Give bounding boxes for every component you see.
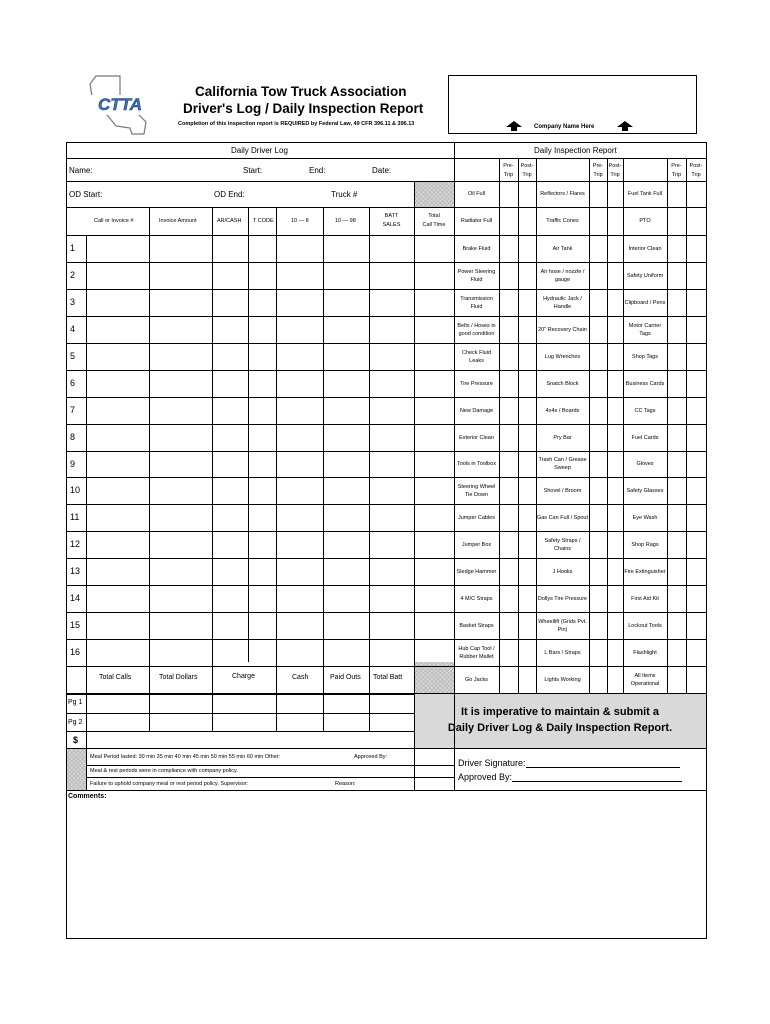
total-batt-label: Total Batt <box>373 674 403 681</box>
pg2-label: Pg 2 <box>68 719 83 726</box>
inspection-item: Air hose / nozzle / gauge <box>540 268 585 283</box>
inspection-item: Trash Can / Grease Sweep <box>538 457 587 471</box>
inspection-item: Snatch Block <box>546 380 579 387</box>
inspection-item: Go Jacks <box>465 676 488 683</box>
inspection-item: Shovel / Broom <box>543 487 582 494</box>
od-start-label: OD Start: <box>69 190 103 199</box>
inspection-item: Clipboard / Pens <box>624 299 666 306</box>
inspection-item: Reflectors / Flares <box>540 191 585 197</box>
company-name-label: Company Name Here <box>534 124 595 130</box>
inspection-item: Safety Uniform <box>626 272 664 279</box>
inspection-item: Business Cards <box>625 380 665 387</box>
row-number: 9 <box>70 459 76 469</box>
driver-signature-field[interactable] <box>526 767 680 768</box>
inspection-item: Steering Wheel Tie Down <box>457 483 496 498</box>
pg1-label: Pg 1 <box>68 699 83 706</box>
inspection-item: Dollys Tire Pressure <box>537 595 588 602</box>
row-number: 13 <box>70 566 81 576</box>
row-number: 5 <box>70 351 76 361</box>
start-label: Start: <box>243 166 263 175</box>
logo-text: CTTA <box>97 95 143 114</box>
inspection-item: Hydraulic Jack / Handle <box>543 295 582 310</box>
pre-trip-2b: Trip <box>593 172 603 178</box>
row-number: 15 <box>70 620 81 630</box>
inspection-item: Fire Extinguisher <box>624 568 666 575</box>
inspection-item: Lug Wrenches <box>544 353 581 360</box>
col-invoice-amount: Invoice Amount <box>159 218 197 224</box>
cash-label: Cash <box>292 674 309 681</box>
inspection-item: Check Fluid Leaks <box>461 349 492 364</box>
total-calls-label: Total Calls <box>99 674 132 681</box>
comments-label: Comments: <box>68 793 107 800</box>
name-label: Name: <box>69 166 93 175</box>
col-call-time: Call Time <box>422 222 446 228</box>
inspection-item: Sledge Hammer <box>456 568 497 575</box>
inspection-item: 4 M/C Straps <box>460 595 493 602</box>
inspection-item: PTO <box>639 218 651 224</box>
col-10-8: 10 — 8 <box>291 218 309 224</box>
col-call-invoice: Call or Invoice # <box>94 218 134 224</box>
inspection-item: Interior Clean <box>628 245 662 252</box>
inspection-item: Pry Bar <box>553 434 572 441</box>
charge-label: Charge <box>232 673 255 680</box>
inspection-item: Shop Tags <box>632 353 658 360</box>
inspection-item: CC Tags <box>634 407 656 414</box>
col-total: Total <box>428 213 440 219</box>
row-number: 1 <box>70 243 76 253</box>
meal-period-line: Meal Period lasted: 30 min 35 min 40 min 45 min 50 min 55 min 60 min Other: <box>90 754 281 760</box>
inspection-item: Tire Pressure <box>460 380 493 387</box>
row-number: 2 <box>70 270 76 280</box>
post-trip-2b: Trip <box>610 172 620 178</box>
title-line-1: California Tow Truck Association <box>195 84 407 99</box>
notice-line-2: Daily Driver Log & Daily Inspection Report. <box>447 722 673 734</box>
paid-outs-label: Paid Outs <box>330 674 361 681</box>
approved-by-field[interactable] <box>512 781 682 782</box>
inspection-item: Power Steering Fluid <box>457 268 496 283</box>
row-number: 4 <box>70 324 76 334</box>
inspection-item: Wheellift (Grids Pvt. Pin) <box>538 618 587 633</box>
col-10-98: 10 — 98 <box>335 218 356 224</box>
header-subtitle: Completion of this inspection report is REQUIRED by Federal Law, 49 CFR 396.11 & 396.13 <box>178 121 415 127</box>
row-number: 6 <box>70 378 76 388</box>
inspection-item: Shop Rags <box>631 541 659 548</box>
row-number: 11 <box>70 512 80 522</box>
inspection-item: Fuel Tank Full <box>627 191 663 197</box>
inspection-item: Flashlight <box>633 649 657 656</box>
dollar-label: $ <box>73 735 79 745</box>
log-section-title: Daily Driver Log <box>231 146 288 155</box>
meal-reason-label: Reason: <box>335 781 356 787</box>
inspection-item: Fuel Cards <box>631 434 659 441</box>
inspection-item: 4x4s / Boards <box>545 407 580 414</box>
pre-trip-3b: Trip <box>671 172 682 178</box>
col-sales: SALES <box>382 222 401 228</box>
truck-label: Truck # <box>331 190 358 199</box>
row-number: 16 <box>70 647 81 657</box>
inspection-item: Oil Full <box>467 191 486 197</box>
inspection-item: Lockout Tools <box>628 622 662 629</box>
post-trip-2: Post- <box>608 163 622 169</box>
pre-trip-2: Pre- <box>592 163 604 169</box>
title-line-2: Driver's Log / Daily Inspection Report <box>183 101 424 116</box>
row-number: 8 <box>70 432 76 442</box>
post-trip-3: Post- <box>689 163 703 169</box>
post-trip-3b: Trip <box>691 172 701 178</box>
inspection-item: Jumper Box <box>461 541 492 548</box>
inspection-item: Tools in Toolbox <box>456 461 497 467</box>
inspection-item: Safety Straps / Chains <box>544 537 581 552</box>
od-end-label: OD End: <box>214 190 245 199</box>
end-label: End: <box>309 166 326 175</box>
inspection-item: New Damage <box>459 407 494 414</box>
inspection-item: First Aid Kit <box>631 595 659 602</box>
inspection-item: Traffic Cones <box>546 218 579 224</box>
row-number: 7 <box>70 405 76 415</box>
notice-line-1: It is imperative to maintain & submit a <box>460 706 660 718</box>
inspection-item: Eye Wash <box>632 514 658 521</box>
row-number: 10 <box>70 485 81 495</box>
row-number: 3 <box>70 297 76 307</box>
inspection-item: L Bars / Straps <box>544 649 581 656</box>
row-number: 12 <box>70 539 81 549</box>
pre-trip-1b: Trip <box>503 172 514 178</box>
pre-trip-3: Pre- <box>671 163 682 169</box>
meal-compliance-line: Meal & rest periods were in compliance with company policy. <box>90 768 238 774</box>
inspection-item: 20" Recovery Chain <box>538 326 587 333</box>
inspection-item: Lights Working <box>544 676 581 683</box>
meal-approved-by: Approved By: <box>354 754 388 760</box>
date-label: Date: <box>372 166 392 175</box>
inspection-item: Brake Fluid <box>462 245 491 252</box>
total-dollars-label: Total Dollars <box>159 674 198 681</box>
inspection-item: Safety Glasses <box>626 487 664 494</box>
comments-field[interactable] <box>67 803 705 937</box>
inspection-section-title: Daily Inspection Report <box>534 146 617 155</box>
inspection-item: Radiator Full <box>460 218 493 224</box>
post-trip-1: Post- <box>520 163 534 169</box>
inspection-item: Gas Can Full / Spout <box>536 514 589 521</box>
inspection-item: Exterior Clean <box>459 434 494 441</box>
inspection-item: Jumper Cables <box>458 514 495 521</box>
col-t-code: T CODE <box>253 218 274 224</box>
inspection-item: Gloves <box>636 461 654 467</box>
pre-trip-1: Pre- <box>503 163 514 169</box>
post-trip-1b: Trip <box>522 172 532 178</box>
inspection-item: Belts / Hoses in good condition <box>457 322 496 337</box>
col-batt: BATT <box>384 213 399 219</box>
meal-failure-line: Failure to uphold company meal or rest period policy. Supervisor: <box>90 781 249 787</box>
driver-signature-label: Driver Signature: <box>458 758 526 768</box>
inspection-item: All Items Operational <box>630 672 660 687</box>
inspection-item: J Hooks <box>552 568 573 575</box>
inspection-item: Air Tank <box>552 245 573 252</box>
row-number: 14 <box>70 593 81 603</box>
inspection-item: Motor Carrier Tags <box>628 322 662 337</box>
col-ar-cash: AR/CASH <box>217 218 242 224</box>
approved-by-label: Approved By: <box>458 772 513 782</box>
inspection-item: Transmission Fluid <box>460 295 493 310</box>
inspection-item: Hub Cap Tool / Rubber Mallet <box>458 645 495 660</box>
inspection-item: Basket Straps <box>459 622 494 629</box>
